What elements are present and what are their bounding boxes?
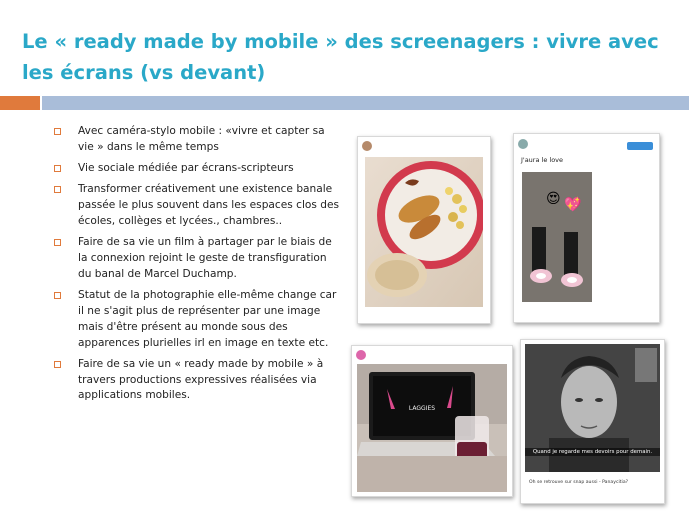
bullet-square-icon [54,186,61,193]
laptop-photo [357,364,507,492]
tweet-header [356,350,508,362]
bullet-square-icon [54,165,61,172]
follow-button[interactable] [627,142,653,150]
heart-eyes-emoji-icon: 😍 [546,191,561,207]
snap-caption: Quand je regarde mes devoirs pour demain. [525,448,660,456]
laptop-screen-text: LAGGIES [408,405,436,412]
header-band [42,96,689,110]
bullet-square-icon [54,239,61,246]
avatar [362,141,372,151]
tweet-header [362,141,486,153]
food-photo [365,157,483,307]
bullet-square-icon [54,128,61,135]
avatar [356,350,366,360]
bullet-item: Avec caméra-stylo mobile : «vivre et capter sa vie » dans le même temps [52,124,340,156]
tweet-text: J'aura le love [521,156,564,164]
bullet-item: Vie sociale médiée par écrans-scripteurs [52,161,340,177]
reply-text: Oh se retrouve sur snap aussi - Panaycitia? [529,480,629,485]
accent-bar [0,96,40,110]
bullet-square-icon [54,292,61,299]
bullet-item: Statut de la photographie elle-même change car il ne s'agit plus de représenter par une image mais d'être présent au monde sous des apparences plurielles irl en image en texte etc. [52,288,340,351]
snap-screenshot-face [520,339,665,504]
tweet-screenshot-food [357,136,491,324]
bullet-item: Faire de sa vie un « ready made by mobile » à travers productions expressives réalisées via applications mobiles. [52,357,340,404]
slide-title: Le « ready made by mobile » des screenagers : vivre avec les écrans (vs devant) [22,30,659,84]
bullet-square-icon [54,361,61,368]
bullet-list [52,124,340,410]
avatar [518,139,528,149]
sparkling-heart-emoji-icon: 💖 [564,197,582,213]
bullet-item: Faire de sa vie un film à partager par le biais de la connexion rejoint le geste de transfiguration du banal de Marcel Duchamp. [52,235,340,282]
bullet-item: Transformer créativement une existence banale passée le plus souvent dans les espaces clos des écoles, collèges et lycées., chambres.. [52,182,340,229]
tweet-screenshot-laptop [351,345,513,497]
tweet-screenshot-shoes [513,133,660,323]
